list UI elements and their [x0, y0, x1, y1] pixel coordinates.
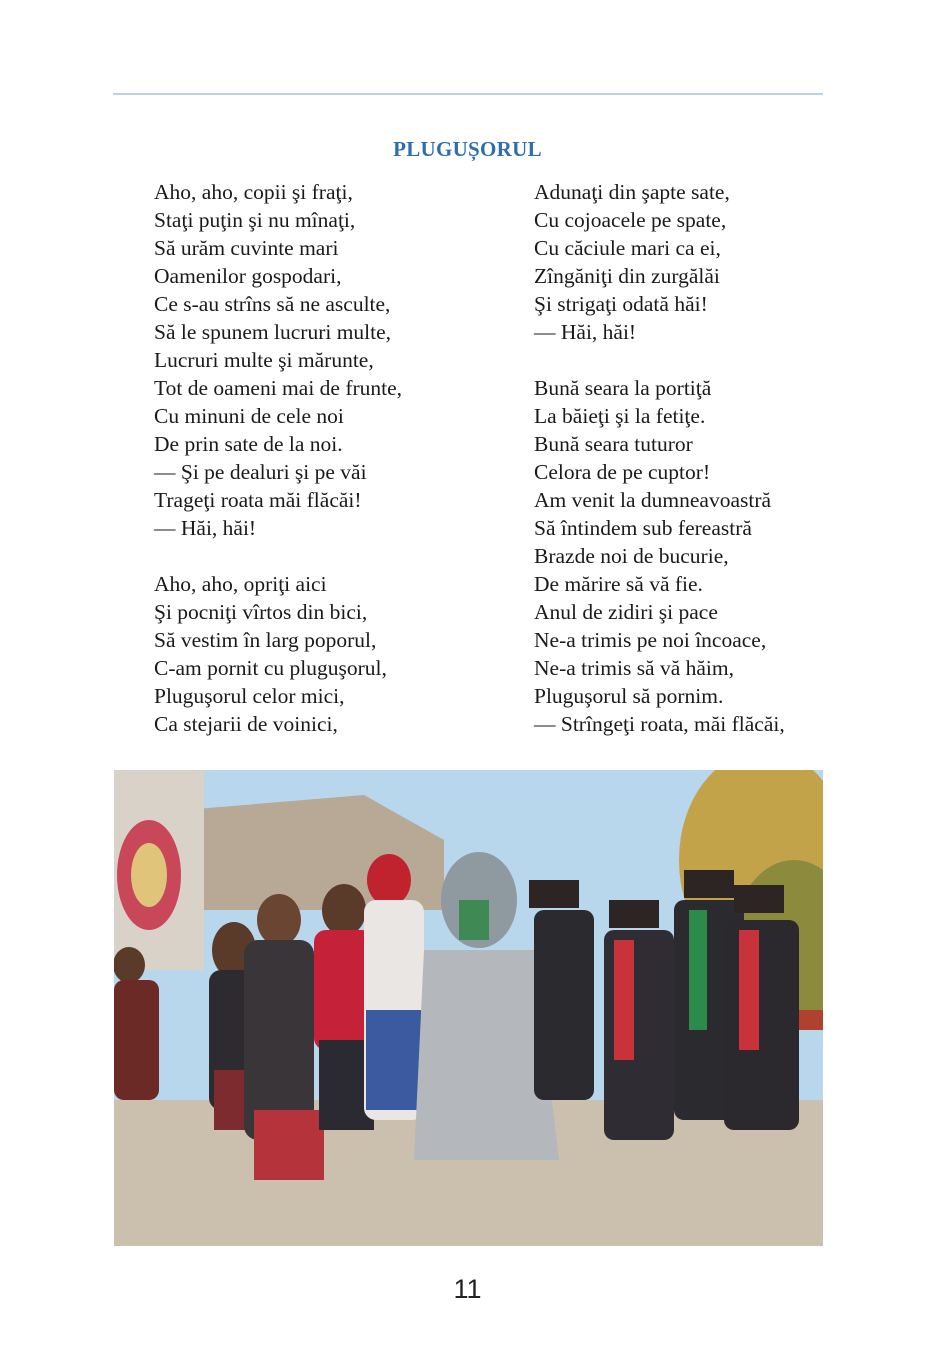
stanza-right-2 [534, 374, 834, 738]
poem-line: Bună seara la portiţă [534, 376, 712, 400]
poem-line: Să întindem sub fereastră [534, 516, 752, 540]
poem-line: Celora de pe cuptor! [534, 460, 711, 484]
poem-line: Staţi puţin şi nu mînaţi, [154, 208, 356, 232]
poem-line: Aho, aho, opriţi aici [154, 572, 327, 596]
stanza-left-2 [154, 570, 524, 738]
poem-line: De mărire să vă fie. [534, 572, 703, 596]
poem-line: Trageţi roata măi flăcăi! [154, 488, 362, 512]
stanza-left-1 [154, 178, 524, 542]
poem-line: Bună seara tuturor [534, 432, 693, 456]
poem-line: Cu minuni de cele noi [154, 404, 344, 428]
poem-line: Cu căciule mari ca ei, [534, 236, 721, 260]
poem-line: La băieţi şi la fetiţe. [534, 404, 706, 428]
poem-line: Să le spunem lucruri multe, [154, 320, 392, 344]
poem-line: — Şi pe dealuri şi pe văi [154, 460, 367, 484]
right-column [534, 178, 834, 738]
carolers-photo [114, 770, 823, 1246]
poem-line: — Hăi, hăi! [534, 320, 637, 344]
poem-line: Şi pocniţi vîrtos din bici, [154, 600, 368, 624]
poem-line: Ce s-au strîns să ne asculte, [154, 292, 391, 316]
stanza-right-1 [534, 178, 834, 346]
poem-line: — Strîngeţi roata, măi flăcăi, [534, 712, 785, 736]
poem-line: Să urăm cuvinte mari [154, 236, 339, 260]
poem-line: Lucruri multe şi mărunte, [154, 348, 374, 372]
poem-line: Pluguşorul celor mici, [154, 684, 345, 708]
poem-line: — Hăi, hăi! [154, 516, 257, 540]
poem-line: Cu cojoacele pe spate, [534, 208, 727, 232]
top-rule [113, 93, 823, 95]
page-number: 11 [453, 1274, 482, 1304]
poem-line: Ne-a trimis să vă hăim, [534, 656, 735, 680]
poem-line: Adunaţi din şapte sate, [534, 180, 730, 204]
poem-line: Tot de oameni mai de frunte, [154, 376, 403, 400]
poem-line: De prin sate de la noi. [154, 432, 343, 456]
poem-line: Oamenilor gospodari, [154, 264, 342, 288]
poem-line: Zîngăniţi din zurgălăi [534, 264, 720, 288]
poem-line: Anul de zidiri şi pace [534, 600, 718, 624]
poem-line: Şi strigaţi odată hăi! [534, 292, 708, 316]
poem-line: Am venit la dumneavoastră [534, 488, 772, 512]
poem-line: Ca stejarii de voinici, [154, 712, 338, 736]
poem-line: Ne-a trimis pe noi încoace, [534, 628, 767, 652]
poem-line: Aho, aho, copii şi fraţi, [154, 180, 353, 204]
poem-line: Pluguşorul să pornim. [534, 684, 724, 708]
poem-line: Să vestim în larg poporul, [154, 628, 377, 652]
poem-line: Brazde noi de bucurie, [534, 544, 729, 568]
poem-title: PLUGUȘORUL [393, 137, 542, 161]
left-column [154, 178, 524, 738]
poem-line: C-am pornit cu pluguşorul, [154, 656, 387, 680]
